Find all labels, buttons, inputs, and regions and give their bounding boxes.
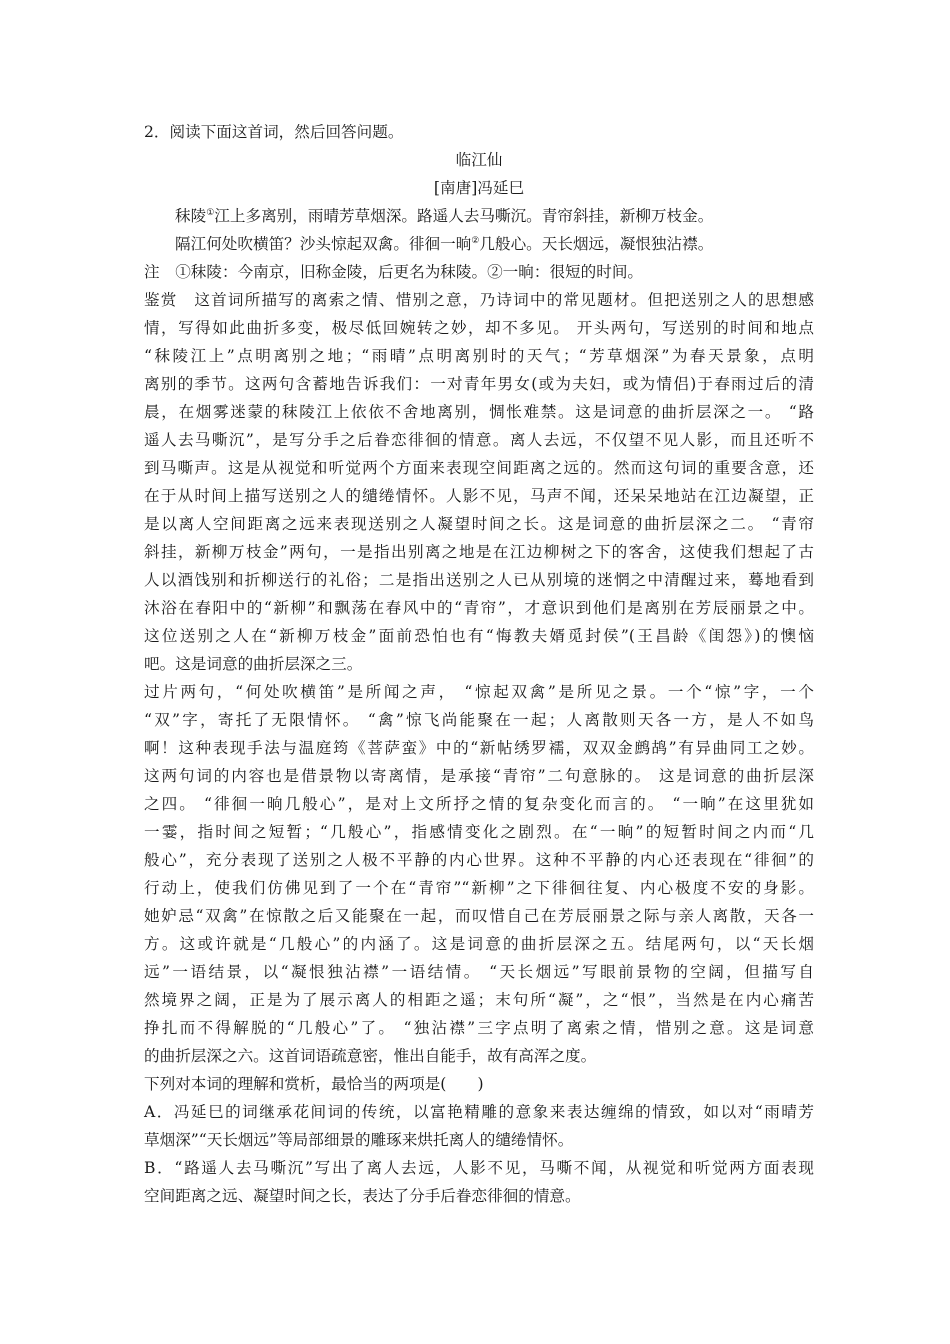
appreciation-line: 方。这或许就是“几般心”的内涵了。这是词意的曲折层深之五。结尾两句，以“天长烟 <box>144 935 814 953</box>
appreciation-line: 这位送别之人在“新柳万枝金”面前恐怕也有“悔教夫婿觅封侯”(王昌龄《闺怨》)的懊恼 <box>144 627 814 645</box>
option-b-line: B．“路遥人去马嘶沉”写出了离人去远，人影不见，马嘶不闻，从视觉和听觉两方面表现 <box>144 1159 814 1177</box>
appreciation-line: 远”一语结景，以“凝恨独沾襟”一语结情。 “天长烟远”写眼前景物的空阔，但描写自 <box>144 963 814 981</box>
appreciation-line: 这两句词的内容也是借景物以寄离情，是承接“青帘”二句意脉的。 这是词意的曲折层深 <box>144 767 814 785</box>
appreciation-line: 是以离人空间距离之远来表现送别之人凝望时间之长。这是词意的曲折层深之二。 “青帘 <box>144 515 814 533</box>
poem-title: 临江仙 <box>455 151 503 169</box>
appreciation-line: 然境界之阔，正是为了展示离人的相距之遥；末句所“凝”，之“恨”，当然是在内心痛苦 <box>144 991 814 1009</box>
appreciation-line: 在于从时间上描写送别之人的缱绻情怀。人影不见，马声不闻，还呆呆地站在江边凝望，正 <box>144 487 814 505</box>
appreciation-line: 晨，在烟雾迷蒙的秣陵江上依依不舍地离别，惆怅难禁。这是词意的曲折层深之一。 “路 <box>144 403 814 421</box>
appreciation-line: 一霎，指时间之短暂；“几般心”，指感情变化之剧烈。在“一晌”的短暂时间之内而“几 <box>144 823 814 841</box>
appreciation-line: 离别的季节。这两句含蓄地告诉我们：一对青年男女(或为夫妇，或为情侣)于春雨过后的清 <box>144 375 814 393</box>
option-a-line: A．冯延巳的词继承花间词的传统，以富艳精雕的意象来表达缠绵的情致，如以对“雨晴芳 <box>144 1103 814 1121</box>
appreciation-line: 吧。这是词意的曲折层深之三。 <box>144 655 363 673</box>
question-number: 2． <box>144 123 170 141</box>
option-a-line: 草烟深”“天长烟远”等局部细景的雕琢来烘托离人的缱绻情怀。 <box>144 1131 574 1149</box>
appreciation-line: 挣扎而不得解脱的“几般心”了。 “独沾襟”三字点明了离索之情，惜别之意。这是词意 <box>144 1019 814 1037</box>
appreciation-line: 斜挂，新柳万枝金”两句，一是指出别离之地是在江边柳树之下的客舍，这使我们想起了古 <box>144 543 814 561</box>
appreciation-line: 人以酒饯别和折柳送行的礼俗；二是指出送别之人已从别境的迷惘之中清醒过来，蓦地看到 <box>144 571 814 589</box>
question-prompt: 阅读下面这首词，然后回答问题。 <box>169 123 404 141</box>
footnote-marker-1: ① <box>206 207 215 218</box>
footnote-marker-2: ② <box>471 235 480 246</box>
appreciation-line: 啊！这种表现手法与温庭筠《菩萨蛮》中的“新帖绣罗襦，双双金鹧鸪”有异曲同工之妙。 <box>144 739 814 757</box>
appreciation-line: 之四。 “徘徊一晌几般心”，是对上文所抒之情的复杂变化而言的。 “一晌”在这里犹如 <box>144 795 814 813</box>
appreciation-line: 行动上，使我们仿佛见到了一个在“青帘”“新柳”之下徘徊往复、内心极度不安的身影。 <box>144 879 814 897</box>
option-b-line: 空间距离之远、凝望时间之长，表达了分手后眷恋徘徊的情意。 <box>144 1187 581 1205</box>
appreciation-line: 的曲折层深之六。这首词语疏意密，惟出自能手，故有高浑之度。 <box>144 1047 597 1065</box>
appreciation-line: 过片两句，“何处吹横笛”是所闻之声， “惊起双禽”是所见之景。一个“惊”字，一个 <box>144 683 814 701</box>
appreciation-line: 遥人去马嘶沉”，是写分手之后眷恋徘徊的情意。离人去远，不仅望不见人影，而且还听不 <box>144 431 814 449</box>
appreciation-text <box>144 286 814 1070</box>
poem-line-1: 秣陵①江上多离别，雨晴芳草烟深。路遥人去马嘶沉。青帘斜挂，新柳万枝金。 <box>175 207 714 225</box>
question-stem: 下列对本词的理解和赏析，最恰当的两项是( ) <box>144 1075 484 1093</box>
appreciation-line: 她妒忌“双禽”在惊散之后又能聚在一起，而叹惜自己在芳辰丽景之际与亲人离散，天各一 <box>144 907 814 925</box>
option-b <box>144 1154 814 1210</box>
appreciation-line: 到马嘶声。这是从视觉和听觉两个方面来表现空间距离之远的。然而这句词的重要含意，还 <box>144 459 814 477</box>
option-a <box>144 1098 814 1154</box>
poem-line-2: 隔江何处吹横笛？沙头惊起双禽。徘徊一晌②几般心。天长烟远，凝恨独沾襟。 <box>175 235 714 253</box>
appreciation-line: “秣陵江上”点明离别之地；“雨晴”点明离别时的天气；“芳草烟深”为春天景象，点明 <box>144 347 814 365</box>
annotation-note: 注 ①秣陵：今南京，旧称金陵，后更名为秣陵。②一晌：很短的时间。 <box>144 263 644 281</box>
appreciation-line: 沐浴在春阳中的“新柳”和飘荡在春风中的“青帘”，才意识到他们是离别在芳辰丽景之中。 <box>144 599 814 617</box>
appreciation-line: 般心”，充分表现了送别之人极不平静的内心世界。这种不平静的内心还表现在“徘徊”的 <box>144 851 814 869</box>
appreciation-line: 情，写得如此曲折多变，极尽低回婉转之妙，却不多见。 开头两句，写送别的时间和地点 <box>144 319 814 337</box>
document-page <box>144 118 814 1210</box>
question-header <box>144 118 814 146</box>
appreciation-line: “双”字，寄托了无限情怀。 “禽”惊飞尚能聚在一起；人离散则天各一方，是人不如鸟 <box>144 711 814 729</box>
poem-author: [南唐]冯延巳 <box>433 179 525 197</box>
appreciation-line: 鉴赏 这首词所描写的离索之情、惜别之意，乃诗词中的常见题材。但把送别之人的思想感 <box>144 291 814 309</box>
